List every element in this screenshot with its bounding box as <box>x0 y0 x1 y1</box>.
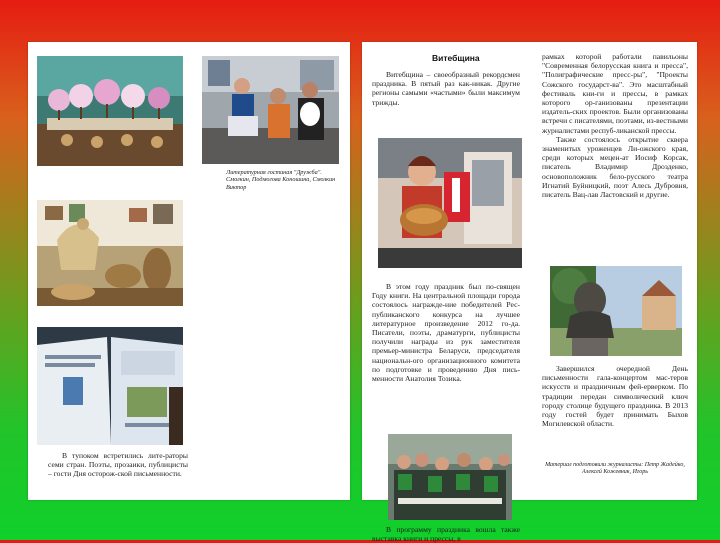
right-page <box>362 42 697 543</box>
column-1-middle: В этом году праздник был по-священ Году книги. На центральной площади города состоялось награжде-ние победителей Рес-публиканского конкурса на лучшее литературное произведение 2012 го-да. Писатели, поэты, драматурги, публицисты получили награды из рук заместителя премьер-министра Беларуси, председателя национальн-ого организационного комитета по подготовке и проведению Дня пись-менности Анатолия Тозика. <box>372 282 520 384</box>
column-1-bottom: В программу праздника вошла также выставка книги и прессы, в <box>372 525 520 543</box>
column-2-bottom: Завершился очередной День письменности гала-концертом мас-теров искусств и праздничным фей-ерверком. По традиции передан символический ключ городу столице будущего праздника. В 2013 году гостей будет принимать Быхов Могилевской области. <box>542 364 688 429</box>
photo-audience-with-books <box>388 434 512 520</box>
author-credit: Материал подготовили журналисты: Петр Жадейко, Алексей Кожевник, Игорь <box>545 462 685 475</box>
photo-monument-bust <box>550 266 682 356</box>
left-page <box>28 42 350 500</box>
photo-woman-with-bread <box>378 138 522 268</box>
column-2-top: рамках которой работали павильоны "Современная белорусская книга и пресса", "Полиграфические пресс-ры", "Проекты Сожского государст-ва". Это масштабный фестиваль кни-ги и прессы, в рамках которого ор-ганизованы презентации издатель-ских проектов. Были организованы встречи с писателями, поэтами, из-вестными журналистами респуб-ликанской прессы. Также состоялось открытие сквера знаменитых уроженцев Ли-ожского края, среди которых мецен-ат Иосиф Корсак, писатель Владимир Дрозденко, основоположник бело-русского театра Игнатий Буйницкий, поэт Алесь Дубровня, писатель Вац-лав Ластовский и другие. <box>542 52 688 200</box>
photo-people-at-book-stand <box>202 56 339 164</box>
left-body-text: В тупоком встретились лите-раторы семи стран. Поэты, прозаики, публицисты – гости Дня осторож-ской письменности. <box>48 451 188 479</box>
photo-caption: Литературная гостиная "Дружба". Смолкин, Подмогова Коношина, Смолкин Виктор <box>226 169 336 191</box>
photo-booth-flower-trees <box>37 56 183 166</box>
photo-open-giant-book <box>37 327 183 445</box>
photo-wicker-crafts-stall <box>37 200 183 306</box>
column-1-top: Витебщина – своеобразный рекордсмен праздника. В пятый раз как-никак. Другие регионы самыми «частыми» были максимум трижды. <box>372 70 520 107</box>
section-heading: Витебщина <box>432 53 480 63</box>
